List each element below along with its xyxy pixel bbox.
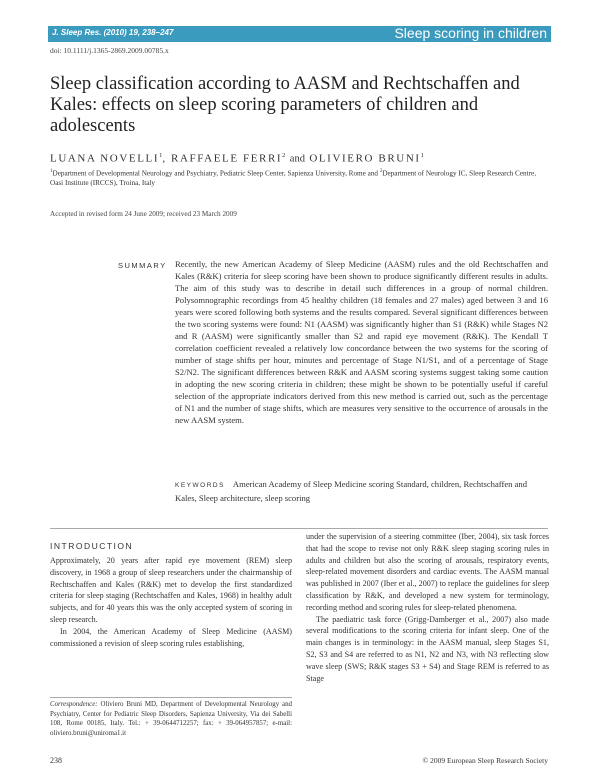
journal-citation: J. Sleep Res. (2010) 19, 238–247 [52, 28, 174, 37]
author-affil-mark: 1 [159, 152, 163, 159]
copyright-notice: © 2009 European Sleep Research Society [422, 756, 548, 765]
author-list [50, 152, 424, 165]
section-label: Sleep scoring in children [394, 25, 547, 41]
affil-text: Department of Neurology IC, Sleep Research Centre, Oasi Institute (IRCCS), Troina, Italy [50, 169, 537, 188]
accepted-date: Accepted in revised form 24 June 2009; received 23 March 2009 [50, 210, 237, 218]
affil-mark: 2 [379, 169, 383, 174]
paragraph: The paediatric task force (Grigg-Damberger et al., 2007) also made several modifications to the scoring criteria for infant sleep. One of the main changes is in terminology: in the AASM manual, sleep Stages S1, S2, S3 and S4 are referred to as N1, N2 and N3, with N3 reflecting slow wave sleep (SWS; R&K stages S3 + S4) and Stage REM is referred to as Stage [306, 614, 549, 683]
correspondence-label: Correspondence: [50, 701, 98, 708]
section-divider [50, 528, 548, 529]
author-affil-mark: 2 [282, 152, 286, 159]
author-affil-mark: 1 [420, 152, 424, 159]
affiliations [50, 167, 550, 188]
journal-header-bar [48, 26, 551, 42]
keywords [175, 478, 548, 504]
right-column [306, 531, 549, 684]
doi-link[interactable]: doi: 10.1111/j.1365-2869.2009.00785.x [50, 46, 169, 55]
footnote-divider [50, 697, 292, 698]
keywords-label: KEYWORDS [175, 482, 225, 489]
correspondence-text: Oliviero Bruni MD, Department of Developmental Neurology and Psychiatry, Center for Pediatric Sleep Disorders, Sapienza University, Via dei Sabelli 108, Rome 00185, Italy. Tel.: + 39-0644712257; fax: + 39-064957857; e-mail: oliviero.bruni@uniroma1.it [50, 701, 292, 737]
paragraph: Approximately, 20 years after rapid eye movement (REM) sleep discovery, in 1968 a group of sleep researchers under the chairmanship of Rechtschaffen and Kales (R&K) met to develop the first standardized criteria for sleep staging (Rechtschaffen and Kales, 1968) in healthy adult subjects, and for 40 years this was the only accepted system of scoring in sleep research. [50, 556, 292, 624]
paragraph: under the supervision of a steering committee (Iber, 2004), six task forces that had the scope to revise not only R&K sleep staging scoring rules in adults and children but also the scoring of arousals, respiratory events, sleep-related movement disorders and cardiac events. The AASM manual was published in 2007 (Iber et al., 2007) to replace the guidelines for sleep classification by R&K, and developed a new system for terminology, recording method and scoring rules for sleep-related phenomena. [306, 532, 549, 612]
paragraph: In 2004, the American Academy of Sleep Medicine (AASM) commissioned a revision of sleep scoring rules establishing, [50, 626, 292, 648]
introduction-heading: INTRODUCTION [50, 541, 134, 551]
correspondence-note [50, 700, 292, 738]
summary-text: Recently, the new American Academy of Sleep Medicine (AASM) rules and the old Rechtschaffen and Kales (R&K) criteria for sleep scoring have been shown to produce significantly different results in adults. The aim of this study was to describe in detail such differences in a group of normal children. Polysomnographic recordings from 45 healthy children (18 females and 27 males) aged between 3 and 16 years were scored following both systems and the results compared. Several significant differences between the two scoring systems were found: N1 (AASM) was significantly higher than S1 (R&K) while Stages N2 and R (AASM) were significantly smaller than S2 and rapid eye movement (R&K). The Kendall T correlation coefficient revealed a relatively low concordance between the two systems for the scoring of number of stage shifts per hour, minutes and percentage of Stage N1/S1, and of a percentage of Stage S2/N2. The significant differences between R&K and AASM scoring systems suggest taking some caution in adopting the new scoring criteria in children; these might be shown to be potentially useful if careful selection of the appropriate indicators derived from this new method is carried out, such as the percentage of N1 and the number of stage shifts, which are measures very sensitive to the occurrence of arousals in the new AASM system. [175, 259, 548, 425]
keywords-text: American Academy of Sleep Medicine scoring Standard, children, Rechtschaffen and Kales, Sleep architecture, sleep scoring [175, 479, 527, 503]
left-column [50, 555, 292, 649]
author-conjunction: and [289, 153, 305, 165]
affil-text: Department of Developmental Neurology and Psychiatry, Pediatric Sleep Center, Sapienza University, Rome and [52, 169, 380, 178]
author-separator: , [162, 152, 172, 165]
article-title: Sleep classification according to AASM and Rechtschaffen and Kales: effects on sleep scoring parameters of children and adolescents [50, 74, 520, 136]
author-name: RAFFAELE FERRI [171, 152, 283, 165]
summary-label: SUMMARY [118, 261, 167, 270]
affil-mark: 1 [50, 169, 53, 174]
author-name: LUANA NOVELLI [50, 152, 160, 165]
author-name: OLIVIERO BRUNI [309, 152, 421, 165]
page-number: 238 [50, 756, 62, 765]
